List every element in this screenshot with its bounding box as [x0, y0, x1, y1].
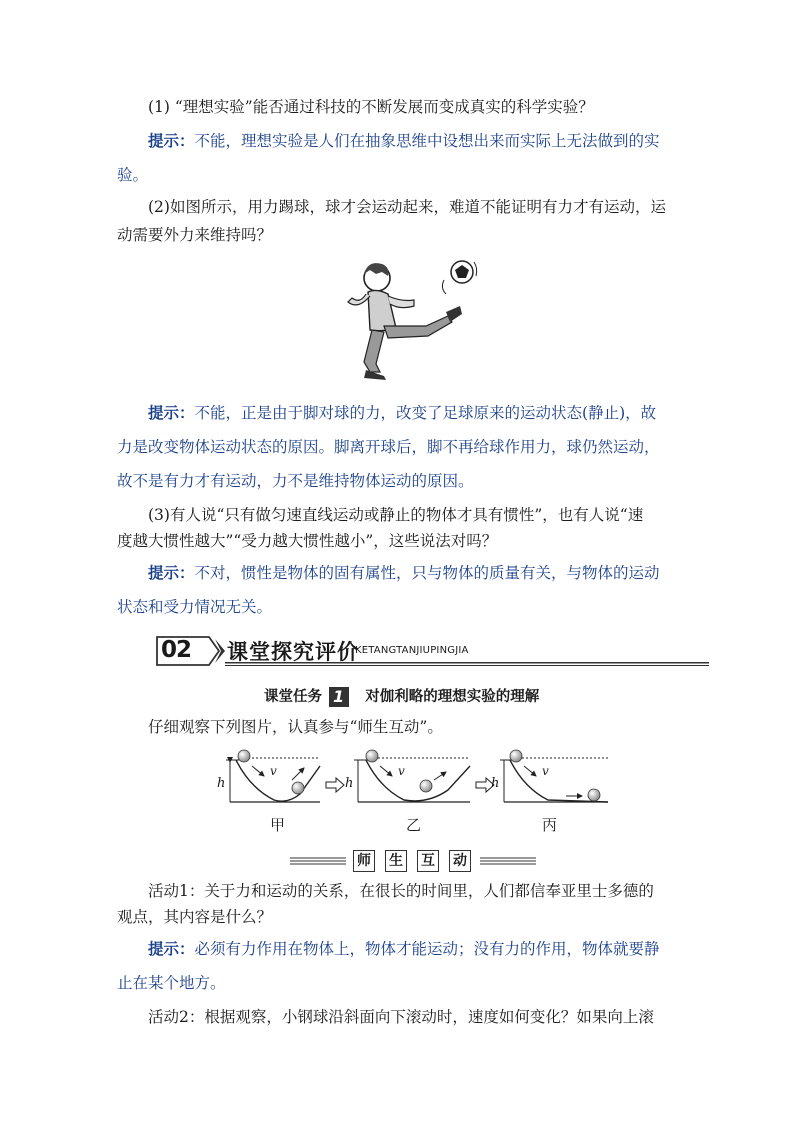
answer-2-line-3: 故不是有力才有运动，力不是维持物体运动的原因。	[117, 472, 474, 490]
answer-3	[148, 563, 660, 583]
velocity-label-jia: v	[270, 764, 277, 778]
height-label-yi: h	[345, 776, 354, 791]
task-title: 对伽利略的理想实验的理解	[365, 688, 540, 705]
intro-text: 仔细观察下列图片，认真参与“师生互动”。	[148, 718, 443, 736]
activity-1-line-2: 观点，其内容是什么？	[117, 908, 273, 926]
answer-1-line-2: 验。	[117, 166, 149, 184]
answer-2	[148, 403, 656, 423]
activity-1-question	[148, 881, 654, 901]
answer-2-line-1: 不能，正是由于脚对球的力，改变了足球原来的运动状态(静止)，故	[194, 404, 657, 422]
incline-experiment-figure	[208, 744, 618, 840]
answer-3-line-2: 状态和受力情况无关。	[117, 598, 273, 616]
interaction-banner	[288, 849, 538, 873]
interaction-char-4: 动	[449, 850, 471, 872]
task-heading	[264, 687, 539, 707]
task-number-badge: 1	[329, 687, 349, 707]
hint-label: 提示：	[148, 403, 195, 422]
hint-label: 提示：	[148, 939, 195, 958]
activity-1-line-1: 关于力和运动的关系，在很长的时间里，人们都信奉亚里士多德的	[204, 882, 654, 900]
section-number: 02	[161, 637, 192, 663]
question-2-line-1: (2)如图所示，用力踢球，球才会运动起来，难道不能证明有力才有运动，运	[148, 198, 666, 216]
answer-1-line-1: 不能，理想实验是人们在抽象思维中设想出来而实际上无法做到的实	[194, 132, 660, 150]
section-banner	[155, 635, 711, 667]
section-pinyin: KETANGTANJIUPINGJIA	[355, 645, 469, 656]
caption-jia: 甲	[270, 816, 286, 834]
velocity-label-yi: v	[398, 764, 405, 778]
panel-yi	[354, 750, 470, 802]
activity-2-line-1: 根据观察，小钢球沿斜面向下滚动时，速度如何变化？如果向上滚	[204, 1008, 654, 1026]
panel-bing	[500, 750, 608, 802]
caption-yi: 乙	[406, 816, 422, 834]
question-1: (1) “理想实验”能否通过科技的不断发展而变成真实的科学实验？	[148, 98, 594, 116]
activity-1-answer	[148, 939, 660, 959]
height-label-bing: h	[491, 776, 500, 791]
hint-label: 提示：	[148, 131, 195, 150]
kicking-ball-illustration	[336, 250, 486, 390]
velocity-label-bing: v	[542, 764, 549, 778]
activity-1-label: 活动1：	[148, 882, 205, 900]
hint-label: 提示：	[148, 563, 195, 582]
activity-2-label: 活动2：	[148, 1008, 205, 1026]
height-label-jia: h	[217, 776, 226, 791]
answer-1	[148, 131, 660, 151]
activity-1-answer-line-2: 止在某个地方。	[117, 974, 226, 992]
question-3-line-2: 度越大惯性越大”“受力越大惯性越小”，这些说法对吗？	[117, 532, 498, 550]
answer-3-line-1: 不对，惯性是物体的固有属性，只与物体的质量有关，与物体的运动	[194, 564, 660, 582]
question-2-line-2: 动需要外力来维持吗？	[117, 226, 273, 244]
task-prefix: 课堂任务	[264, 688, 322, 705]
section-title: 课堂探究评价	[227, 639, 359, 664]
caption-bing: 丙	[542, 816, 558, 834]
interaction-char-1: 师	[353, 850, 375, 872]
interaction-banner-lines	[288, 849, 538, 873]
answer-2-line-2: 力是改变物体运动状态的原因。脚离开球后，脚不再给球作用力，球仍然运动，	[117, 438, 660, 456]
activity-2-question	[148, 1007, 654, 1027]
interaction-char-3: 互	[417, 850, 439, 872]
right-arrow-icon	[326, 778, 344, 792]
interaction-char-2: 生	[385, 850, 407, 872]
question-3-line-1: (3)有人说“只有做匀速直线运动或静止的物体才具有惯性”，也有人说“速	[148, 506, 644, 524]
activity-1-answer-line-1: 必须有力作用在物体上，物体才能运动；没有力的作用，物体就要静	[194, 940, 660, 958]
